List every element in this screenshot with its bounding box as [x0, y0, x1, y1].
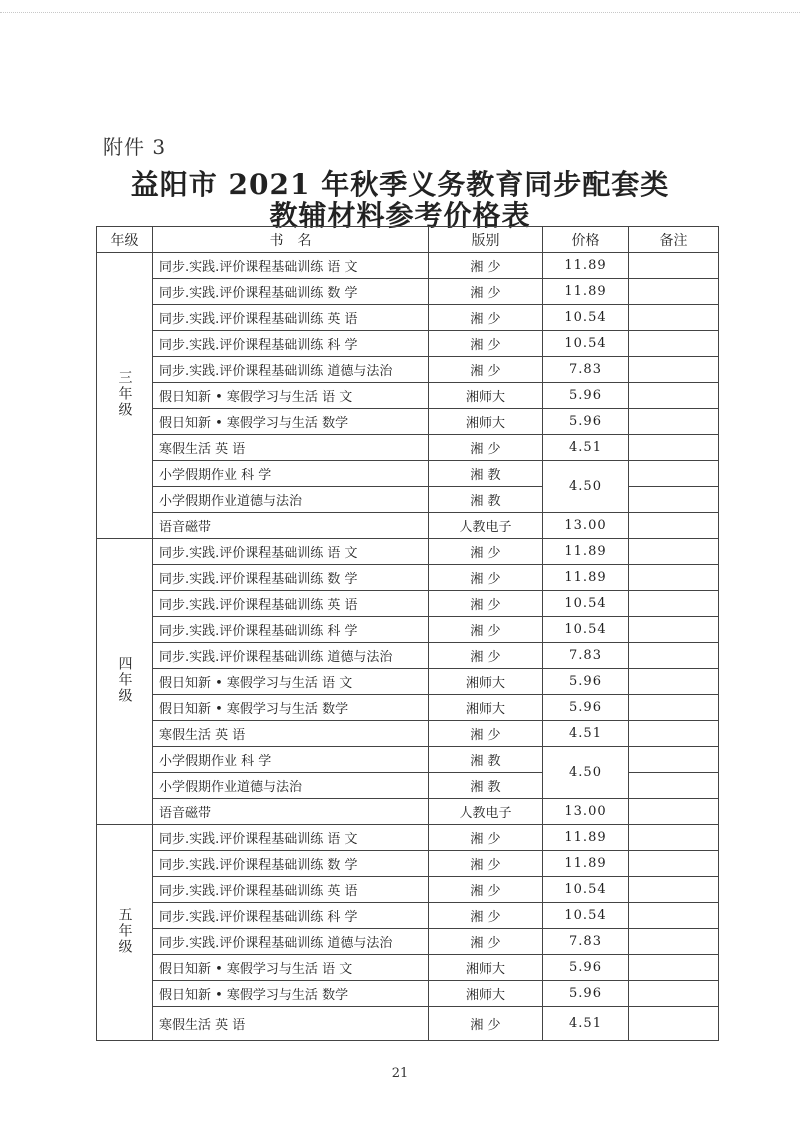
- header-note: 备注: [629, 227, 719, 253]
- price-cell: 10.54: [543, 305, 629, 331]
- price-cell: 11.89: [543, 851, 629, 877]
- note-cell: [629, 643, 719, 669]
- price-cell: 4.51: [543, 721, 629, 747]
- price-cell: 5.96: [543, 955, 629, 981]
- note-cell: [629, 409, 719, 435]
- book-name-cell: 同步.实践.评价课程基础训练 科 学: [153, 617, 429, 643]
- table-row: [97, 513, 719, 539]
- document-title-line2: 教辅材料参考价格表: [269, 199, 531, 232]
- note-cell: [629, 877, 719, 903]
- publisher-cell: 湘师大: [429, 409, 543, 435]
- publisher-cell: 湘 少: [429, 591, 543, 617]
- note-cell: [629, 955, 719, 981]
- book-name-cell: 小学假期作业道德与法治: [153, 773, 429, 799]
- table-body: [97, 253, 719, 1041]
- grade-label: 三年级: [116, 369, 133, 418]
- table-row: [97, 383, 719, 409]
- publisher-cell: 人教电子: [429, 799, 543, 825]
- publisher-cell: 湘 少: [429, 279, 543, 305]
- publisher-cell: 湘师大: [429, 669, 543, 695]
- price-cell: 5.96: [543, 383, 629, 409]
- note-cell: [629, 721, 719, 747]
- price-cell: 13.00: [543, 799, 629, 825]
- note-cell: [629, 929, 719, 955]
- price-cell: 11.89: [543, 539, 629, 565]
- price-cell: 7.83: [543, 357, 629, 383]
- price-cell: 4.51: [543, 1007, 629, 1041]
- book-name-cell: 同步.实践.评价课程基础训练 科 学: [153, 903, 429, 929]
- note-cell: [629, 799, 719, 825]
- table-row: [97, 877, 719, 903]
- table-row: [97, 903, 719, 929]
- price-cell: 5.96: [543, 409, 629, 435]
- price-cell: 5.96: [543, 669, 629, 695]
- publisher-cell: 湘 少: [429, 643, 543, 669]
- price-cell: 7.83: [543, 643, 629, 669]
- book-name-cell: 同步.实践.评价课程基础训练 英 语: [153, 591, 429, 617]
- table-row: [97, 929, 719, 955]
- publisher-cell: 湘师大: [429, 981, 543, 1007]
- price-cell: 11.89: [543, 825, 629, 851]
- table-row: [97, 253, 719, 279]
- price-cell: 10.54: [543, 591, 629, 617]
- table-header-row: [97, 227, 719, 253]
- header-book-name: 书 名: [153, 227, 429, 253]
- book-name-cell: 假日知新 • 寒假学习与生活 语 文: [153, 669, 429, 695]
- publisher-cell: 湘 少: [429, 617, 543, 643]
- book-name-cell: 假日知新 • 寒假学习与生活 数学: [153, 695, 429, 721]
- grade-cell: [97, 825, 153, 1041]
- book-name-cell: 同步.实践.评价课程基础训练 英 语: [153, 305, 429, 331]
- publisher-cell: 湘 教: [429, 747, 543, 773]
- book-name-cell: 假日知新 • 寒假学习与生活 语 文: [153, 955, 429, 981]
- table-row: [97, 955, 719, 981]
- publisher-cell: 湘 少: [429, 357, 543, 383]
- note-cell: [629, 253, 719, 279]
- book-name-cell: 寒假生活 英 语: [153, 721, 429, 747]
- publisher-cell: 湘 教: [429, 487, 543, 513]
- book-name-cell: 同步.实践.评价课程基础训练 道德与法治: [153, 357, 429, 383]
- book-name-cell: 同步.实践.评价课程基础训练 道德与法治: [153, 929, 429, 955]
- note-cell: [629, 331, 719, 357]
- table-row: [97, 409, 719, 435]
- table-row: [97, 435, 719, 461]
- note-cell: [629, 383, 719, 409]
- note-cell: [629, 435, 719, 461]
- price-cell: 5.96: [543, 981, 629, 1007]
- note-cell: [629, 565, 719, 591]
- page-number: 21: [391, 1066, 409, 1081]
- publisher-cell: 人教电子: [429, 513, 543, 539]
- header-publisher: 版别: [429, 227, 543, 253]
- publisher-cell: 湘 少: [429, 435, 543, 461]
- book-name-cell: 小学假期作业 科 学: [153, 747, 429, 773]
- publisher-cell: 湘 少: [429, 331, 543, 357]
- publisher-cell: 湘 少: [429, 565, 543, 591]
- note-cell: [629, 851, 719, 877]
- note-cell: [629, 513, 719, 539]
- publisher-cell: 湘 少: [429, 721, 543, 747]
- note-cell: [629, 617, 719, 643]
- book-name-cell: 寒假生活 英 语: [153, 435, 429, 461]
- book-name-cell: 同步.实践.评价课程基础训练 英 语: [153, 877, 429, 903]
- header-grade: 年级: [97, 227, 153, 253]
- table-row: [97, 617, 719, 643]
- publisher-cell: 湘 少: [429, 825, 543, 851]
- table-row: [97, 305, 719, 331]
- book-name-cell: 同步.实践.评价课程基础训练 语 文: [153, 253, 429, 279]
- header-price: 价格: [543, 227, 629, 253]
- note-cell: [629, 825, 719, 851]
- grade-label: 四年级: [116, 655, 133, 704]
- table-row: [97, 357, 719, 383]
- publisher-cell: 湘师大: [429, 955, 543, 981]
- table-row: [97, 851, 719, 877]
- table-row: [97, 747, 719, 773]
- note-cell: [629, 747, 719, 773]
- publisher-cell: 湘 教: [429, 461, 543, 487]
- price-cell: 11.89: [543, 253, 629, 279]
- scan-edge-line: [0, 12, 800, 13]
- note-cell: [629, 461, 719, 487]
- publisher-cell: 湘师大: [429, 383, 543, 409]
- table-row: [97, 539, 719, 565]
- price-cell: 11.89: [543, 565, 629, 591]
- book-name-cell: 同步.实践.评价课程基础训练 数 学: [153, 279, 429, 305]
- table-row: [97, 1007, 719, 1041]
- price-cell: 10.54: [543, 617, 629, 643]
- grade-label: 五年级: [116, 906, 133, 955]
- note-cell: [629, 903, 719, 929]
- publisher-cell: 湘 少: [429, 305, 543, 331]
- publisher-cell: 湘 少: [429, 877, 543, 903]
- book-name-cell: 语音磁带: [153, 513, 429, 539]
- book-name-cell: 假日知新 • 寒假学习与生活 数学: [153, 409, 429, 435]
- note-cell: [629, 279, 719, 305]
- book-name-cell: 同步.实践.评价课程基础训练 数 学: [153, 565, 429, 591]
- attachment-label: 附件 3: [103, 135, 167, 159]
- note-cell: [629, 981, 719, 1007]
- book-name-cell: 寒假生活 英 语: [153, 1007, 429, 1041]
- table-row: [97, 461, 719, 487]
- price-cell: 10.54: [543, 331, 629, 357]
- book-name-cell: 小学假期作业 科 学: [153, 461, 429, 487]
- book-name-cell: 假日知新 • 寒假学习与生活 数学: [153, 981, 429, 1007]
- note-cell: [629, 591, 719, 617]
- note-cell: [629, 695, 719, 721]
- price-cell: 4.50: [543, 461, 629, 513]
- book-name-cell: 假日知新 • 寒假学习与生活 语 文: [153, 383, 429, 409]
- book-name-cell: 小学假期作业道德与法治: [153, 487, 429, 513]
- table-row: [97, 799, 719, 825]
- publisher-cell: 湘 少: [429, 851, 543, 877]
- table-row: [97, 279, 719, 305]
- table-row: [97, 565, 719, 591]
- price-cell: 13.00: [543, 513, 629, 539]
- price-cell: 7.83: [543, 929, 629, 955]
- publisher-cell: 湘 少: [429, 903, 543, 929]
- note-cell: [629, 669, 719, 695]
- table-row: [97, 331, 719, 357]
- price-cell: 11.89: [543, 279, 629, 305]
- publisher-cell: 湘 教: [429, 773, 543, 799]
- publisher-cell: 湘 少: [429, 929, 543, 955]
- note-cell: [629, 357, 719, 383]
- note-cell: [629, 1007, 719, 1041]
- grade-cell: [97, 539, 153, 825]
- price-cell: 5.96: [543, 695, 629, 721]
- publisher-cell: 湘 少: [429, 539, 543, 565]
- book-name-cell: 同步.实践.评价课程基础训练 数 学: [153, 851, 429, 877]
- table-row: [97, 643, 719, 669]
- price-cell: 4.50: [543, 747, 629, 799]
- book-name-cell: 同步.实践.评价课程基础训练 道德与法治: [153, 643, 429, 669]
- book-name-cell: 同步.实践.评价课程基础训练 语 文: [153, 825, 429, 851]
- book-name-cell: 语音磁带: [153, 799, 429, 825]
- table-row: [97, 669, 719, 695]
- note-cell: [629, 305, 719, 331]
- table-row: [97, 981, 719, 1007]
- price-cell: 10.54: [543, 903, 629, 929]
- document-title-line1: 益阳市 2021 年秋季义务教育同步配套类: [130, 168, 670, 201]
- book-name-cell: 同步.实践.评价课程基础训练 语 文: [153, 539, 429, 565]
- table-row: [97, 825, 719, 851]
- book-name-cell: 同步.实践.评价课程基础训练 科 学: [153, 331, 429, 357]
- table-row: [97, 721, 719, 747]
- note-cell: [629, 539, 719, 565]
- table-row: [97, 695, 719, 721]
- note-cell: [629, 487, 719, 513]
- note-cell: [629, 773, 719, 799]
- price-cell: 4.51: [543, 435, 629, 461]
- price-cell: 10.54: [543, 877, 629, 903]
- price-table: [96, 226, 719, 1041]
- publisher-cell: 湘 少: [429, 253, 543, 279]
- publisher-cell: 湘 少: [429, 1007, 543, 1041]
- table-row: [97, 591, 719, 617]
- publisher-cell: 湘师大: [429, 695, 543, 721]
- grade-cell: [97, 253, 153, 539]
